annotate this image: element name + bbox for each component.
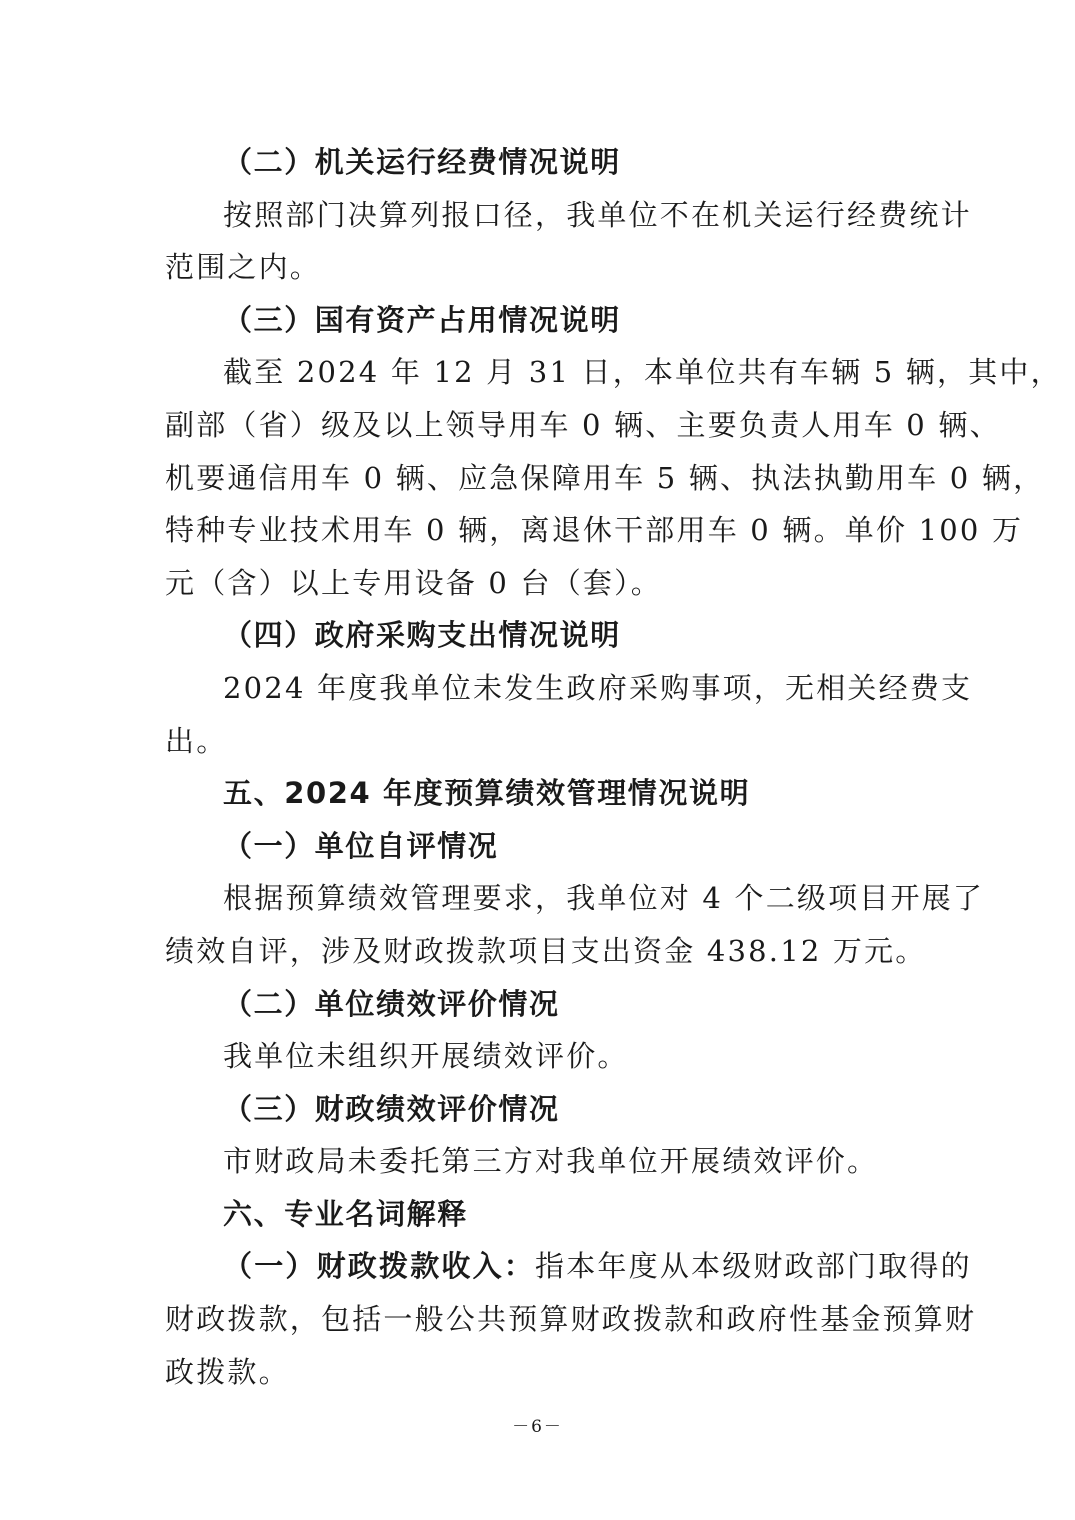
paragraph-line: 绩效自评，涉及财政拨款项目支出资金 438.12 万元。 [165, 933, 927, 968]
heading-self-evaluation: （一）单位自评情况 [223, 828, 499, 863]
paragraph-line: 财政拨款，包括一般公共预算财政拨款和政府性基金预算财 [165, 1302, 977, 1337]
term-text: 指本年度从本级财政部门取得的 [535, 1249, 972, 1284]
paragraph-line: 根据预算绩效管理要求，我单位对 4 个二级项目开展了 [223, 881, 985, 916]
heading-government-procurement: （四）政府采购支出情况说明 [223, 618, 621, 653]
page-body [165, 136, 1062, 1398]
heading-section-five: 五、2024 年度预算绩效管理情况说明 [223, 776, 751, 811]
paragraph-line: 范围之内。 [165, 250, 322, 285]
heading-office-operating-funds: （二）机关运行经费情况说明 [223, 145, 621, 179]
page-number: －6－ [512, 1417, 563, 1437]
heading-unit-evaluation: （二）单位绩效评价情况 [223, 986, 560, 1021]
paragraph-line: 副部（省）级及以上领导用车 0 辆、主要负责人用车 0 辆、 [165, 407, 1001, 442]
paragraph-line: 元（含）以上专用设备 0 台（套）。 [165, 565, 662, 600]
paragraph-line: 机要通信用车 0 辆、应急保障用车 5 辆、执法执勤用车 0 辆， [165, 460, 1045, 495]
paragraph-line: 我单位未组织开展绩效评价。 [223, 1039, 629, 1074]
heading-section-six: 六、专业名词解释 [223, 1196, 468, 1231]
paragraph-line: 2024 年度我单位未发生政府采购事项，无相关经费支 [223, 670, 973, 705]
paragraph-line: 截至 2024 年 12 月 31 日，本单位共有车辆 5 辆，其中， [223, 355, 1062, 390]
paragraph-line: 按照部门决算列报口径，我单位不在机关运行经费统计 [223, 197, 972, 232]
heading-state-assets: （三）国有资产占用情况说明 [223, 302, 621, 337]
paragraph-line: 出。 [165, 723, 228, 758]
paragraph-line: 特种专业技术用车 0 辆，离退休干部用车 0 辆。单价 100 万 [165, 513, 1024, 548]
term-definition-line [165, 1240, 972, 1293]
paragraph-line: 政拨款。 [165, 1354, 290, 1389]
paragraph-line: 市财政局未委托第三方对我单位开展绩效评价。 [223, 1144, 879, 1179]
term-label: （一）财政拨款收入： [223, 1249, 536, 1284]
heading-fiscal-evaluation: （三）财政绩效评价情况 [223, 1091, 560, 1126]
